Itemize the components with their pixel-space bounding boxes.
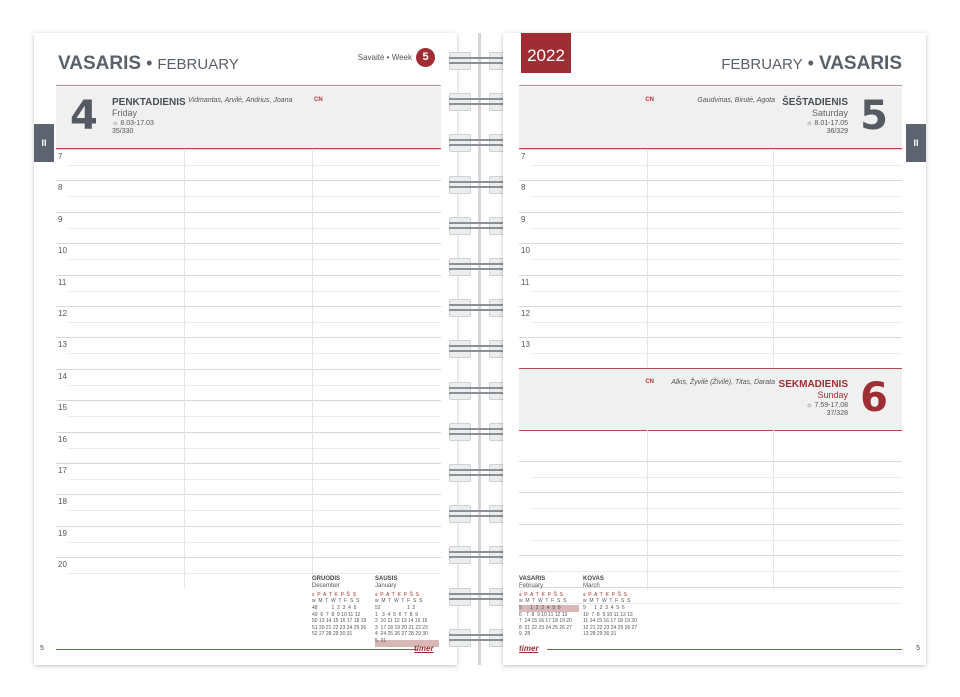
ring-wire [449, 263, 511, 265]
month-heading-right [721, 53, 902, 75]
hour-row[interactable] [519, 275, 902, 307]
ring-wire [449, 392, 511, 394]
hour-label: 8 [521, 183, 526, 193]
column-divider [184, 149, 185, 589]
mini-cal-week-row: 52 1 2 [375, 605, 416, 611]
mini-cal-week-row: 5 31 [375, 637, 387, 644]
half-hour-line [68, 573, 441, 574]
column-divider [773, 149, 774, 367]
ring-wire [449, 309, 511, 311]
ring-hole [449, 340, 471, 358]
sun-times: ☼ 8.01-17.05 [806, 120, 848, 127]
mini-cal-week-row: 1 3 4 5 6 7 8 9 [375, 611, 419, 618]
mini-cal-head: w M T W T F S S [519, 598, 567, 604]
header-rule [56, 85, 441, 86]
mini-cal-week-row: 5 1 2 3 4 5 6 [519, 605, 561, 611]
footer-rule [547, 649, 902, 650]
name-days: Vidmantas, Arvilė, Andrius, Joana [188, 97, 293, 104]
hour-row[interactable] [56, 243, 441, 275]
mini-cal-week-row: 50 13 14 15 16 17 18 19 [312, 618, 367, 624]
month-en: FEBRUARY [721, 56, 803, 73]
ring-hole [449, 382, 471, 400]
ring-hole [449, 505, 471, 523]
spiral-ring [449, 462, 511, 484]
spiral-ring [449, 297, 511, 319]
hour-row[interactable] [56, 306, 441, 338]
ring-wire [449, 227, 511, 229]
page-number-left: 5 [40, 645, 44, 652]
day-number: 6 [860, 375, 888, 421]
ring-wire [449, 103, 511, 105]
half-hour-line [531, 228, 902, 229]
week-number-badge: 5 [416, 48, 435, 67]
ring-wire [449, 428, 511, 430]
day-name-lt: PENKTADIENIS [112, 97, 186, 108]
year-tab: 2022 [521, 33, 571, 73]
day-name-en: Saturday [811, 108, 848, 118]
day-header-friday [56, 87, 441, 149]
mini-cal-week-row: 48 1 2 3 4 5 [312, 605, 357, 611]
mini-cal-february-subtitle: February [519, 583, 544, 589]
half-hour-line [68, 291, 441, 292]
day-of-year: 35/330 [112, 128, 134, 135]
ring-wire [449, 345, 511, 347]
spiral-ring [449, 503, 511, 525]
half-hour-line [531, 259, 902, 260]
day-header-saturday [519, 87, 902, 149]
hour-label: 20 [58, 560, 67, 570]
half-hour-line [68, 196, 441, 197]
ring-wire [449, 639, 511, 641]
week-label: Savaitė • Week [357, 53, 412, 62]
ring-wire [449, 469, 511, 471]
spiral-ring [449, 338, 511, 360]
brand-logo: timer [519, 644, 539, 653]
half-hour-line [68, 510, 441, 511]
hour-label: 14 [58, 371, 67, 381]
mini-cal-head: w M T W T F S S [312, 598, 360, 604]
hour-row[interactable] [56, 337, 441, 369]
note-line[interactable] [519, 587, 902, 619]
ring-wire [449, 551, 511, 553]
mini-cal-week-row: 12 21 22 23 24 25 26 27 [583, 624, 638, 631]
month-en: FEBRUARY [157, 56, 239, 73]
hour-row[interactable] [56, 494, 441, 526]
mini-cal-week-row: 7 14 15 16 17 18 19 20 [519, 618, 572, 624]
mini-cal-head: s P A T K P Š S [519, 592, 564, 598]
spiral-ring [449, 174, 511, 196]
half-line [531, 540, 902, 541]
mini-cal-february-title: VASARIS [519, 576, 546, 582]
hour-row[interactable] [56, 180, 441, 212]
spiral-ring [449, 215, 511, 237]
day-name-lt: ŠEŠTADIENIS [782, 97, 848, 108]
cn-marker: CN [314, 97, 323, 103]
hour-label: 11 [58, 277, 67, 287]
mini-cal-march-subtitle: March [583, 583, 600, 589]
ring-wire [449, 556, 511, 558]
day-header-sunday [519, 368, 902, 431]
hour-label: 13 [521, 340, 530, 350]
mini-cal-week-row: 8 21 22 23 24 25 26 27 [519, 624, 572, 631]
half-hour-line [531, 165, 902, 166]
half-hour-line [68, 228, 441, 229]
day-name-lt: SEKMADIENIS [778, 379, 848, 390]
hour-label: 13 [58, 340, 67, 350]
ring-hole [449, 423, 471, 441]
half-hour-line [531, 291, 902, 292]
ring-hole [449, 464, 471, 482]
hour-label: 11 [521, 277, 530, 287]
name-days: Alkis, Žyvilė (Živilė), Titas, Darata [671, 379, 775, 386]
day-of-year: 36/329 [826, 128, 848, 135]
half-hour-line [531, 196, 902, 197]
hour-row[interactable] [519, 180, 902, 212]
half-hour-line [531, 322, 902, 323]
ring-hole [449, 588, 471, 606]
half-hour-line [68, 353, 441, 354]
mini-cal-week-row: 11 14 15 16 17 18 19 20 [583, 618, 637, 624]
spiral-ring [449, 544, 511, 566]
spiral-ring [449, 586, 511, 608]
mini-cal-week-row: 2 10 11 12 13 14 15 16 [375, 618, 428, 624]
mini-cal-week-row: 52 27 28 29 30 31 [312, 631, 353, 637]
hour-row[interactable] [56, 212, 441, 244]
hour-row[interactable] [56, 463, 441, 495]
ring-wire [449, 268, 511, 270]
name-days: Gaudvinas, Birutė, Agota [697, 97, 775, 104]
ring-wire [449, 515, 511, 517]
ring-hole [449, 217, 471, 235]
note-line[interactable] [519, 492, 902, 524]
month-separator: • [141, 53, 158, 73]
spiral-ring [449, 91, 511, 113]
day-name-en: Sunday [817, 390, 848, 400]
left-page [34, 33, 457, 665]
ring-wire [449, 510, 511, 512]
mini-cal-january-title: SAUSIS [375, 576, 398, 582]
mini-cal-week-row: 4 24 25 26 27 28 29 30 [375, 631, 428, 637]
half-hour-line [68, 542, 441, 543]
hour-row[interactable] [519, 243, 902, 275]
day-number: 5 [860, 93, 888, 139]
half-hour-line [68, 165, 441, 166]
ring-hole [449, 258, 471, 276]
note-line[interactable] [519, 555, 902, 587]
ring-wire [449, 186, 511, 188]
footer-rule [56, 649, 417, 650]
sun-times: ☼ 8.03-17.03 [112, 120, 154, 127]
half-hour-line [68, 479, 441, 480]
brand-logo: timer [414, 644, 434, 653]
mini-cal-head: s P A T K P Š S [312, 592, 357, 598]
mini-cal-week-row: 9 28 [519, 631, 531, 637]
mini-cal-head: w M T W T F S S [375, 598, 423, 604]
hour-label: 16 [58, 434, 67, 444]
ring-wire [449, 57, 511, 59]
hour-row[interactable] [56, 369, 441, 401]
half-line [531, 571, 902, 572]
ring-wire [449, 474, 511, 476]
hour-label: 19 [58, 528, 67, 538]
ring-wire [449, 139, 511, 141]
ring-wire [449, 387, 511, 389]
day-of-year: 37/328 [826, 410, 848, 417]
page-number-right: 5 [916, 645, 920, 652]
half-hour-line [68, 416, 441, 417]
ring-wire [449, 222, 511, 224]
month-lt: VASARIS [58, 53, 142, 74]
ring-wire [449, 181, 511, 183]
spiral-ring [449, 132, 511, 154]
hour-row[interactable] [56, 400, 441, 432]
hour-label: 7 [58, 152, 63, 161]
note-line[interactable] [519, 461, 902, 493]
hour-label: 12 [521, 309, 530, 318]
hour-row[interactable] [56, 432, 441, 464]
mini-cal-head: s P A T K P Š S [375, 592, 420, 598]
hour-label: 10 [58, 246, 67, 256]
ring-hole [449, 629, 471, 647]
hour-row[interactable] [519, 212, 902, 244]
spiral-ring [449, 421, 511, 443]
spiral-ring [449, 627, 511, 649]
ring-hole [449, 176, 471, 194]
hour-label: 17 [58, 466, 67, 475]
day-name-en: Friday [112, 108, 138, 118]
half-hour-line [68, 259, 441, 260]
header-rule [519, 85, 902, 86]
mini-cal-december-title: GRUODIS [312, 576, 341, 582]
month-separator: • [802, 53, 819, 73]
month-side-tab-right[interactable]: II [906, 124, 926, 162]
hour-label: 7 [521, 152, 526, 161]
month-side-tab-left[interactable]: II [34, 124, 54, 162]
mini-cal-week-row: 6 7 8 9 10 11 12 13 [519, 611, 568, 618]
column-divider [647, 430, 648, 590]
hour-label: 9 [521, 214, 526, 224]
mini-cal-week-row: 9 1 2 3 4 5 6 [583, 605, 625, 611]
hour-row[interactable] [56, 526, 441, 558]
ring-wire [449, 350, 511, 352]
note-line[interactable] [519, 524, 902, 556]
hour-row[interactable] [56, 275, 441, 307]
half-hour-line [531, 353, 902, 354]
ring-wire [449, 98, 511, 100]
hour-row[interactable] [519, 337, 902, 369]
hour-label: 9 [58, 214, 63, 224]
mini-cal-january-subtitle: January [375, 583, 397, 589]
mini-cal-week-row: 51 20 21 22 23 24 25 26 [312, 624, 367, 631]
hour-label: 15 [58, 403, 67, 413]
hour-label: 8 [58, 183, 63, 193]
ring-hole [449, 93, 471, 111]
spiral-ring [449, 256, 511, 278]
ring-hole [449, 52, 471, 70]
mini-cal-december-subtitle: December [312, 583, 340, 589]
ring-wire [449, 593, 511, 595]
column-divider [647, 149, 648, 367]
ring-wire [449, 598, 511, 600]
column-divider [773, 430, 774, 590]
hour-label: 10 [521, 246, 530, 256]
mini-cal-week-row: 10 7 8 9 10 11 12 13 [583, 611, 633, 618]
half-line [531, 477, 902, 478]
month-heading-left [58, 53, 239, 75]
mini-cal-week-row: 49 6 7 8 9 10 11 12 [312, 611, 361, 618]
hour-label: 18 [58, 497, 67, 507]
cn-marker: CN [645, 97, 654, 103]
cn-marker: CN [645, 379, 654, 385]
column-divider [312, 149, 313, 589]
ring-hole [449, 299, 471, 317]
mini-cal-week-row: 13 28 29 30 31 [583, 631, 617, 637]
ring-hole [449, 546, 471, 564]
hour-row[interactable] [519, 149, 902, 181]
half-hour-line [68, 385, 441, 386]
hour-row[interactable] [56, 149, 441, 181]
ring-wire [449, 62, 511, 64]
half-line [531, 508, 902, 509]
right-page [503, 33, 926, 665]
mini-cal-march-title: KOVAS [583, 576, 604, 582]
ring-hole [449, 134, 471, 152]
spiral-ring [449, 380, 511, 402]
sun-times: ☼ 7.59-17.08 [806, 402, 848, 409]
ring-wire [449, 634, 511, 636]
week-indicator [358, 48, 435, 67]
spiral-binding [457, 33, 503, 665]
month-lt: VASARIS [818, 53, 902, 74]
spiral-ring [449, 50, 511, 72]
mini-cal-head: w M T W T F S S [583, 598, 631, 604]
mini-cal-head: s P A T K P Š S [583, 592, 628, 598]
hour-label: 12 [58, 309, 67, 318]
ring-wire [449, 304, 511, 306]
ring-wire [449, 433, 511, 435]
half-hour-line [68, 448, 441, 449]
mini-cal-week-row: 3 17 18 19 20 21 22 23 [375, 624, 428, 631]
half-hour-line [68, 322, 441, 323]
ring-wire [449, 144, 511, 146]
hour-row[interactable] [519, 306, 902, 338]
day-number: 4 [70, 93, 98, 139]
